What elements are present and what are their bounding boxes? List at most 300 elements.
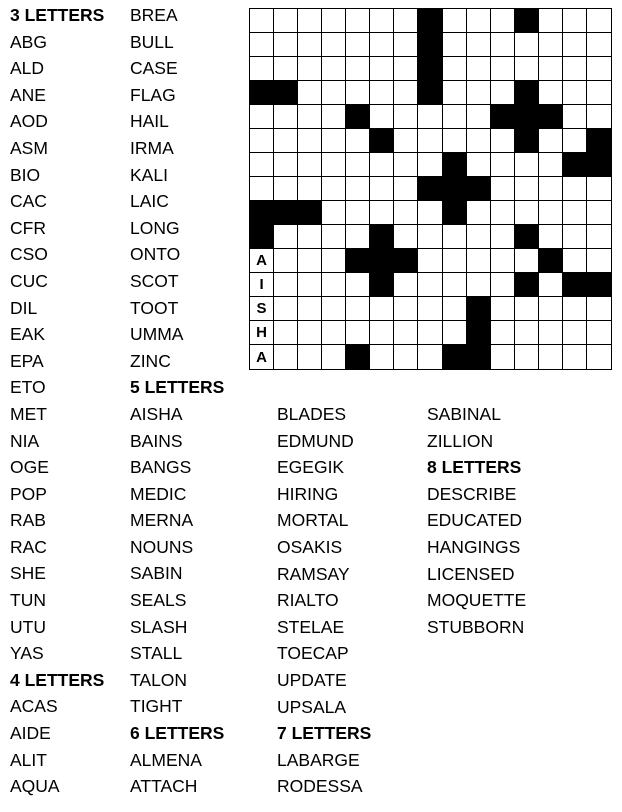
grid-cell[interactable]	[274, 129, 298, 153]
word-list-item: AQUA	[10, 776, 60, 797]
grid-cell[interactable]	[491, 345, 515, 369]
grid-cell[interactable]	[587, 225, 611, 249]
grid-cell[interactable]	[418, 345, 442, 369]
word-list-item: UPDATE	[277, 669, 347, 690]
grid-cell[interactable]	[515, 177, 539, 201]
grid-cell[interactable]	[491, 321, 515, 345]
grid-cell[interactable]	[346, 201, 370, 225]
grid-cell-filled[interactable]: H	[250, 321, 274, 345]
grid-cell[interactable]	[322, 273, 346, 297]
word-list-item: HANGINGS	[427, 536, 521, 557]
grid-cell[interactable]	[250, 105, 274, 129]
word-list-item: AISHA	[130, 403, 183, 424]
word-list-item: BLADES	[277, 404, 347, 424]
grid-cell[interactable]	[467, 153, 491, 177]
grid-cell[interactable]	[346, 129, 370, 153]
grid-cell[interactable]	[467, 201, 491, 225]
word-list-column-4	[427, 401, 526, 640]
grid-cell[interactable]	[443, 9, 467, 33]
grid-cell[interactable]	[346, 9, 370, 33]
word-list-item: ONTO	[130, 244, 181, 265]
grid-cell[interactable]	[443, 225, 467, 249]
grid-cell[interactable]	[587, 105, 611, 129]
grid-cell[interactable]	[274, 9, 298, 33]
word-list-item: TOECAP	[277, 643, 349, 664]
grid-cell[interactable]	[491, 297, 515, 321]
grid-cell-black	[394, 249, 418, 273]
grid-cell[interactable]	[467, 57, 491, 81]
grid-cell-black	[515, 273, 539, 297]
grid-cell[interactable]	[491, 81, 515, 105]
grid-cell[interactable]	[563, 105, 587, 129]
word-list-item: DESCRIBE	[427, 483, 517, 504]
word-list-item: SABINAL	[427, 404, 501, 424]
grid-cell[interactable]	[587, 177, 611, 201]
grid-cell[interactable]	[563, 249, 587, 273]
grid-cell[interactable]	[418, 225, 442, 249]
grid-cell[interactable]	[250, 129, 274, 153]
grid-cell[interactable]	[322, 249, 346, 273]
word-list-item: SHE	[10, 563, 46, 584]
grid-cell[interactable]	[563, 297, 587, 321]
word-list-item: SCOT	[130, 270, 179, 291]
section-heading: 4 LETTERS	[10, 669, 105, 690]
grid-cell[interactable]	[394, 9, 418, 33]
grid-cell[interactable]	[370, 321, 394, 345]
word-list-item: EDMUND	[277, 430, 354, 451]
grid-cell-black	[346, 105, 370, 129]
word-list-item: RODESSA	[277, 776, 363, 797]
grid-cell[interactable]	[563, 345, 587, 369]
word-list-item: FLAG	[130, 84, 176, 105]
word-list-item: ETO	[10, 377, 46, 398]
grid-cell-filled[interactable]: A	[250, 345, 274, 369]
word-list-item: STUBBORN	[427, 616, 525, 637]
grid-cell[interactable]	[491, 249, 515, 273]
grid-cell[interactable]	[515, 297, 539, 321]
word-list-item: MET	[10, 403, 47, 424]
grid-cell[interactable]	[322, 297, 346, 321]
grid-cell[interactable]	[322, 9, 346, 33]
grid-cell[interactable]	[539, 273, 563, 297]
grid-cell[interactable]	[370, 57, 394, 81]
grid-cell[interactable]	[539, 345, 563, 369]
grid-cell[interactable]	[346, 153, 370, 177]
grid-cell[interactable]	[274, 345, 298, 369]
grid-cell[interactable]	[443, 273, 467, 297]
grid-cell[interactable]	[418, 201, 442, 225]
word-list-item: MERNA	[130, 510, 194, 531]
grid-cell[interactable]	[443, 297, 467, 321]
grid-cell[interactable]	[298, 57, 322, 81]
grid-cell[interactable]	[587, 321, 611, 345]
grid-cell[interactable]	[491, 177, 515, 201]
grid-cell[interactable]	[587, 9, 611, 33]
grid-cell-black	[418, 177, 442, 201]
grid-cell[interactable]	[298, 177, 322, 201]
grid-cell[interactable]	[418, 249, 442, 273]
grid-cell-black	[250, 201, 274, 225]
grid-cell[interactable]	[563, 9, 587, 33]
word-list-item: OGE	[10, 457, 49, 478]
grid-cell[interactable]	[587, 81, 611, 105]
grid-cell[interactable]	[274, 33, 298, 57]
word-list-item: CSO	[10, 244, 48, 265]
grid-cell[interactable]	[491, 225, 515, 249]
word-list-item: ACAS	[10, 696, 58, 717]
word-list-item: LABARGE	[277, 749, 360, 770]
grid-cell-black	[250, 81, 274, 105]
grid-cell-black	[443, 201, 467, 225]
word-list-item: TALON	[130, 669, 188, 690]
grid-cell[interactable]	[491, 57, 515, 81]
grid-cell-black	[418, 33, 442, 57]
grid-cell[interactable]	[346, 57, 370, 81]
grid-cell[interactable]	[563, 201, 587, 225]
grid-cell[interactable]	[418, 153, 442, 177]
grid-cell[interactable]	[394, 201, 418, 225]
grid-cell[interactable]	[587, 345, 611, 369]
grid-cell[interactable]	[515, 33, 539, 57]
grid-cell-black	[587, 129, 611, 153]
grid-cell-black	[539, 249, 563, 273]
grid-cell-black	[298, 201, 322, 225]
section-heading: 7 LETTERS	[277, 723, 372, 744]
grid-cell[interactable]	[539, 153, 563, 177]
word-list-item: ZINC	[130, 350, 171, 371]
grid-cell[interactable]	[370, 9, 394, 33]
grid-cell[interactable]	[346, 81, 370, 105]
grid-cell[interactable]	[539, 177, 563, 201]
grid-cell[interactable]	[298, 345, 322, 369]
word-list-item: MORTAL	[277, 510, 349, 531]
grid-cell[interactable]	[467, 33, 491, 57]
grid-cell-black	[515, 225, 539, 249]
word-list-item: RAMSAY	[277, 563, 350, 584]
word-list-item: ANE	[10, 84, 46, 105]
word-list-item: LAIC	[130, 191, 169, 212]
word-list-item: UTU	[10, 616, 46, 637]
grid-cell[interactable]	[394, 321, 418, 345]
word-list-item: STALL	[130, 643, 183, 664]
grid-cell[interactable]	[418, 297, 442, 321]
word-list-item: IRMA	[130, 137, 174, 158]
word-list-item: ASM	[10, 137, 48, 158]
grid-cell[interactable]	[443, 81, 467, 105]
word-list-item: AOD	[10, 111, 48, 132]
word-list-item: UMMA	[130, 324, 184, 345]
grid-cell[interactable]	[370, 177, 394, 201]
grid-cell-black	[370, 129, 394, 153]
crossword-grid[interactable]	[249, 8, 612, 370]
grid-cell[interactable]	[587, 297, 611, 321]
grid-cell[interactable]	[443, 249, 467, 273]
word-list-item: CFR	[10, 217, 46, 238]
grid-cell[interactable]	[370, 345, 394, 369]
word-list-item: HAIL	[130, 111, 169, 132]
grid-cell-black	[418, 57, 442, 81]
grid-cell[interactable]	[443, 321, 467, 345]
word-list-item: DIL	[10, 297, 38, 318]
grid-cell[interactable]	[539, 9, 563, 33]
grid-cell[interactable]	[274, 57, 298, 81]
word-list-item: ZILLION	[427, 430, 494, 451]
word-list-item: YAS	[10, 643, 44, 664]
word-list-item: EAK	[10, 324, 46, 345]
grid-cell[interactable]	[322, 321, 346, 345]
grid-cell-black	[418, 9, 442, 33]
grid-cell[interactable]	[274, 105, 298, 129]
grid-cell[interactable]	[491, 33, 515, 57]
grid-cell[interactable]	[322, 129, 346, 153]
grid-cell[interactable]	[563, 225, 587, 249]
word-list-item: SEALS	[130, 590, 187, 611]
grid-cell[interactable]	[346, 273, 370, 297]
grid-cell-black	[515, 129, 539, 153]
grid-cell-filled[interactable]: S	[250, 297, 274, 321]
grid-cell[interactable]	[346, 177, 370, 201]
grid-cell[interactable]	[394, 273, 418, 297]
grid-cell[interactable]	[491, 129, 515, 153]
word-list-item: TOOT	[130, 297, 179, 318]
grid-cell[interactable]	[322, 33, 346, 57]
grid-cell[interactable]	[563, 57, 587, 81]
grid-cell[interactable]	[587, 249, 611, 273]
grid-cell[interactable]	[322, 105, 346, 129]
word-list-item: ALD	[10, 58, 45, 79]
word-list-item: MEDIC	[130, 483, 187, 504]
grid-cell-filled[interactable]: I	[250, 273, 274, 297]
grid-cell-black	[515, 105, 539, 129]
grid-cell[interactable]	[298, 297, 322, 321]
grid-cell-black	[467, 177, 491, 201]
grid-cell[interactable]	[274, 297, 298, 321]
grid-cell[interactable]	[563, 33, 587, 57]
grid-cell[interactable]	[587, 57, 611, 81]
grid-cell[interactable]	[298, 273, 322, 297]
word-list-item: STELAE	[277, 616, 345, 637]
word-list-item: NIA	[10, 430, 40, 451]
word-list-item: AIDE	[10, 723, 51, 744]
word-list-item: UPSALA	[277, 696, 347, 717]
grid-cell[interactable]	[563, 129, 587, 153]
grid-cell[interactable]	[394, 345, 418, 369]
grid-cell-black	[346, 249, 370, 273]
grid-cell-black	[539, 105, 563, 129]
grid-cell[interactable]	[467, 105, 491, 129]
word-list-item: CASE	[130, 58, 178, 79]
grid-cell-black	[370, 225, 394, 249]
word-list-column-2	[130, 2, 224, 800]
grid-cell[interactable]	[274, 225, 298, 249]
word-list-item: BREA	[130, 5, 178, 25]
word-list-item: SLASH	[130, 616, 188, 637]
grid-cell[interactable]	[322, 225, 346, 249]
grid-cell-black	[274, 81, 298, 105]
word-list-item: LONG	[130, 217, 180, 238]
grid-cell[interactable]	[587, 201, 611, 225]
word-list-item: ALIT	[10, 749, 47, 770]
section-heading: 3 LETTERS	[10, 5, 105, 25]
grid-cell[interactable]	[370, 201, 394, 225]
grid-cell-black	[563, 273, 587, 297]
grid-cell[interactable]	[418, 321, 442, 345]
word-list-item: CUC	[10, 270, 48, 291]
grid-cell[interactable]	[539, 129, 563, 153]
grid-cell[interactable]	[394, 153, 418, 177]
grid-cell-black	[467, 321, 491, 345]
grid-cell[interactable]	[394, 105, 418, 129]
word-list-item: NOUNS	[130, 536, 194, 557]
grid-cell[interactable]	[563, 321, 587, 345]
grid-cell[interactable]	[443, 105, 467, 129]
grid-cell[interactable]	[370, 105, 394, 129]
grid-cell[interactable]	[467, 9, 491, 33]
grid-cell-black	[491, 105, 515, 129]
grid-cell-black	[467, 297, 491, 321]
grid-cell[interactable]	[515, 345, 539, 369]
grid-cell[interactable]	[418, 105, 442, 129]
grid-cell[interactable]	[394, 129, 418, 153]
grid-cell-black	[370, 273, 394, 297]
word-list-item: EGEGIK	[277, 457, 345, 478]
grid-cell[interactable]	[515, 153, 539, 177]
grid-cell[interactable]	[443, 129, 467, 153]
grid-cell[interactable]	[394, 225, 418, 249]
word-list-column-3	[277, 401, 371, 800]
grid-cell[interactable]	[394, 81, 418, 105]
grid-cell[interactable]	[587, 33, 611, 57]
grid-cell[interactable]	[539, 57, 563, 81]
grid-cell-black	[515, 81, 539, 105]
grid-cell[interactable]	[322, 345, 346, 369]
grid-cell[interactable]	[346, 225, 370, 249]
grid-cell[interactable]	[443, 57, 467, 81]
grid-cell[interactable]	[322, 201, 346, 225]
grid-cell[interactable]	[539, 297, 563, 321]
word-list-item: RIALTO	[277, 590, 339, 611]
grid-cell[interactable]	[539, 81, 563, 105]
grid-cell-black	[515, 9, 539, 33]
grid-cell[interactable]	[274, 273, 298, 297]
grid-cell[interactable]	[346, 297, 370, 321]
word-list-item: BIO	[10, 164, 41, 185]
grid-cell-black	[443, 345, 467, 369]
grid-cell[interactable]	[539, 321, 563, 345]
grid-cell[interactable]	[370, 297, 394, 321]
grid-cell[interactable]	[298, 33, 322, 57]
word-list-item: MOQUETTE	[427, 590, 527, 611]
grid-cell-black	[587, 273, 611, 297]
grid-cell[interactable]	[467, 225, 491, 249]
grid-cell-black	[250, 225, 274, 249]
grid-cell[interactable]	[491, 273, 515, 297]
grid-cell[interactable]	[370, 33, 394, 57]
grid-cell[interactable]	[515, 201, 539, 225]
word-list-item: EPA	[10, 350, 44, 371]
word-list-item: OSAKIS	[277, 536, 343, 557]
grid-cell[interactable]	[467, 129, 491, 153]
grid-cell[interactable]	[515, 57, 539, 81]
grid-cell[interactable]	[346, 321, 370, 345]
word-list-item: RAC	[10, 536, 47, 557]
grid-cell[interactable]	[322, 81, 346, 105]
grid-cell[interactable]	[370, 153, 394, 177]
section-heading: 6 LETTERS	[130, 723, 225, 744]
grid-cell[interactable]	[250, 33, 274, 57]
grid-cell[interactable]	[563, 81, 587, 105]
grid-cell-black	[467, 345, 491, 369]
grid-cell[interactable]	[298, 129, 322, 153]
grid-cell[interactable]	[298, 321, 322, 345]
grid-cell-black	[418, 81, 442, 105]
grid-cell[interactable]	[274, 177, 298, 201]
grid-cell[interactable]	[298, 9, 322, 33]
grid-cell[interactable]	[394, 297, 418, 321]
grid-cell[interactable]	[250, 9, 274, 33]
grid-cell[interactable]	[467, 249, 491, 273]
grid-cell[interactable]	[418, 273, 442, 297]
grid-cell[interactable]	[515, 321, 539, 345]
grid-cell[interactable]	[298, 153, 322, 177]
grid-cell[interactable]	[298, 105, 322, 129]
grid-cell[interactable]	[539, 33, 563, 57]
grid-cell[interactable]	[274, 249, 298, 273]
grid-cell[interactable]	[394, 57, 418, 81]
grid-cell[interactable]	[443, 33, 467, 57]
word-list-item: RAB	[10, 510, 46, 531]
grid-cell-black	[587, 153, 611, 177]
grid-cell[interactable]	[491, 201, 515, 225]
grid-cell[interactable]	[394, 33, 418, 57]
grid-cell[interactable]	[539, 225, 563, 249]
grid-cell[interactable]	[418, 129, 442, 153]
grid-cell[interactable]	[491, 153, 515, 177]
grid-cell[interactable]	[298, 249, 322, 273]
grid-cell[interactable]	[322, 177, 346, 201]
section-heading: 5 LETTERS	[130, 377, 225, 398]
grid-cell[interactable]	[274, 153, 298, 177]
grid-cell[interactable]	[322, 57, 346, 81]
grid-cell-black	[563, 153, 587, 177]
grid-cell[interactable]	[322, 153, 346, 177]
grid-cell[interactable]	[250, 153, 274, 177]
grid-cell[interactable]	[250, 177, 274, 201]
word-list-item: ALMENA	[130, 749, 202, 770]
word-list-item: EDUCATED	[427, 510, 522, 531]
grid-cell[interactable]	[467, 273, 491, 297]
grid-cell[interactable]	[491, 9, 515, 33]
grid-cell[interactable]	[515, 249, 539, 273]
grid-cell[interactable]	[346, 33, 370, 57]
grid-cell[interactable]	[370, 81, 394, 105]
word-list-item: TUN	[10, 590, 46, 611]
grid-cell[interactable]	[274, 321, 298, 345]
grid-cell[interactable]	[467, 81, 491, 105]
section-heading: 8 LETTERS	[427, 457, 522, 478]
grid-cell[interactable]	[563, 177, 587, 201]
grid-cell[interactable]	[298, 225, 322, 249]
grid-cell[interactable]	[394, 177, 418, 201]
word-list-item: SABIN	[130, 563, 183, 584]
grid-cell[interactable]	[298, 81, 322, 105]
grid-cell-filled[interactable]: A	[250, 249, 274, 273]
word-list-item: POP	[10, 483, 47, 504]
grid-cell-black	[346, 345, 370, 369]
grid-cell[interactable]	[250, 57, 274, 81]
grid-cell[interactable]	[539, 201, 563, 225]
word-list-item: BAINS	[130, 430, 183, 451]
